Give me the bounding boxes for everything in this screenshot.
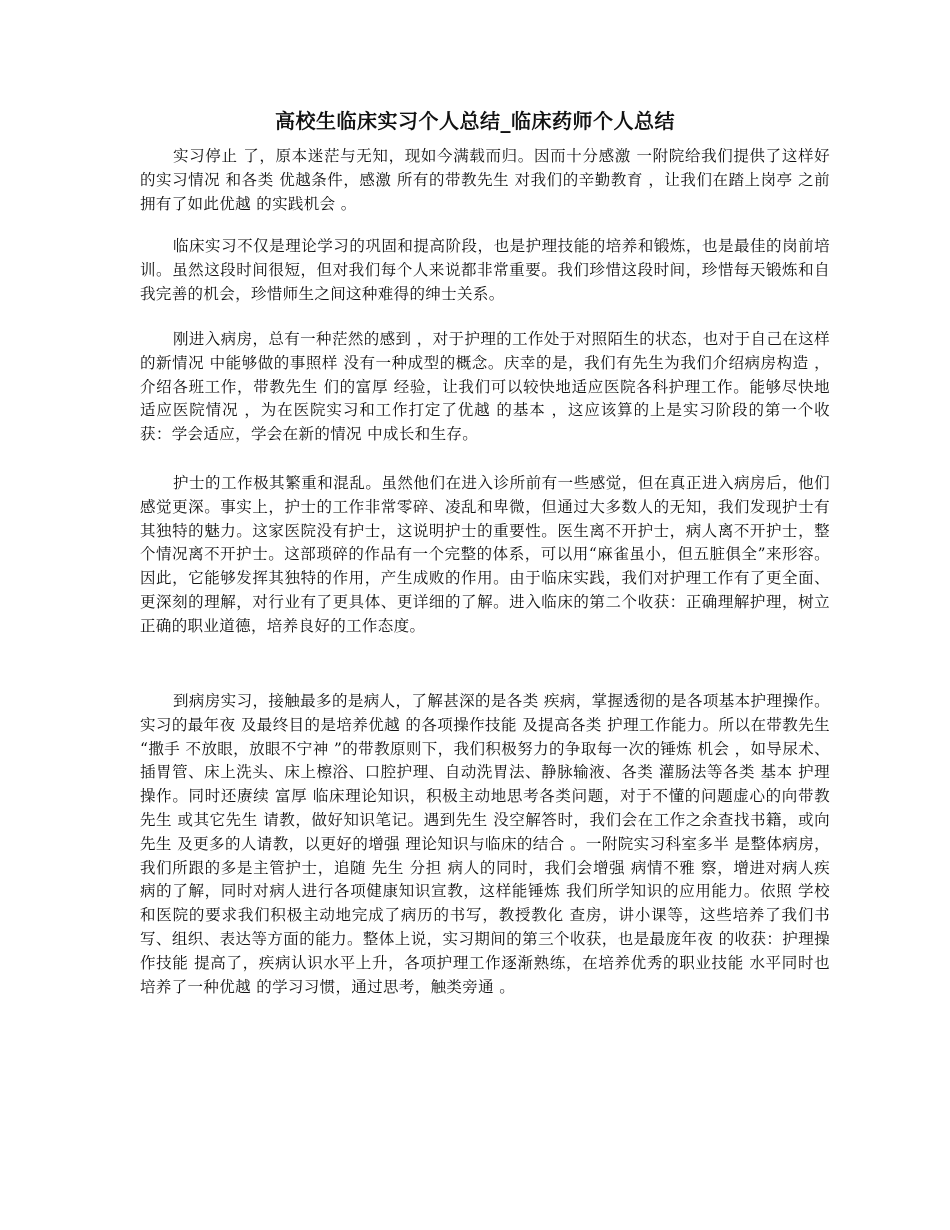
document-title: 高校生临床实习个人总结_临床药师个人总结 <box>275 109 675 134</box>
paragraph-3: 刚进入病房，总有一种茫然的感到 ，对于护理的工作处于对照陌生的状态，也对于自己在这样的新情况 中能够做的事照样 没有一种成型的概念。庆幸的是，我们有先生为我们介绍病房构造 ，介绍各班工作，带教先生 们的富厚 经验，让我们可以较快地适应医院各科护理工作。能够尽快地适应医院情况 ，为在医院实习和工作打定了优越 的基本 ，这应该算的上是实习阶段的第一个收获：学会适应，学会在新的情况 中成长和生存。 <box>140 330 830 444</box>
paragraph-5: 到病房实习，接触最多的是病人，了解甚深的是各类 疾病，掌握透彻的是各项基本护理操作。实习的最年夜 及最终目的是培养优越 的各项操作技能 及提高各类 护理工作能力。所以在带教先生 “撒手 不放眼，放眼不宁神 ”的带教原则下，我们积极努力的争取每一次的锤炼 机会 ，如导尿术、插胃管、床上洗头、床上檫浴、口腔护理、自动洗胃法、静脉输液、各类 灌肠法等各类 基本 护理操作。同时还赓续 富厚 临床理论知识，积极主动地思考各类问题，对于不懂的问题虚心的向带教先生 或其它先生 请教，做好知识笔记。遇到先生 没空解答时，我们会在工作之余查找书籍，或向先生 及更多的人请教，以更好的增强 理论知识与临床的结合 。一附院实习科室多半 是整体病房，我们所跟的多是主管护士，追随 先生 分担 病人的同时，我们会增强 病情不雅 察，增进对病人疾病的了解，同时对病人进行各项健康知识宣教，这样能锤炼 我们所学知识的应用能力。依照 学校和医院的要求我们积极主动地完成了病历的书写，教授教化 查房，讲小课等，这些培养了我们书写、组织、表达等方面的能力。整体上说，实习期间的第三个收获，也是最庞年夜 的收获：护理操作技能 提高了，疾病认识水平上升，各项护理工作逐渐熟练，在培养优秀的职业技能 水平同时也培养了一种优越 的学习习惯，通过思考，触类旁通 。 <box>140 692 830 996</box>
paragraph-4: 护士的工作极其繁重和混乱。虽然他们在进入诊所前有一些感觉，但在真正进入病房后，他们感觉更深。事实上，护士的工作非常零碎、凌乱和卑微，但通过大多数人的无知，我们发现护士有其独特的魅力。这家医院没有护士，这说明护士的重要性。医生离不开护士，病人离不开护士，整个情况离不开护士。这部琐碎的作品有一个完整的体系，可以用“麻雀虽小，但五脏俱全”来形容。因此，它能够发挥其独特的作用，产生成败的作用。由于临床实践，我们对护理工作有了更全面、更深刻的理解，对行业有了更具体、更详细的了解。进入临床的第二个收获：正确理解护理，树立正确的职业道德，培养良好的工作态度。 <box>140 474 830 635</box>
paragraph-2: 临床实习不仅是理论学习的巩固和提高阶段，也是护理技能的培养和锻炼，也是最佳的岗前培训。虽然这段时间很短，但对我们每个人来说都非常重要。我们珍惜这段时间，珍惜每天锻炼和自我完善的机会，珍惜师生之间这种难得的绅士关系。 <box>140 237 830 303</box>
paragraph-1: 实习停止 了，原本迷茫与无知，现如今满载而归。因而十分感激 一附院给我们提供了这样好的实习情况 和各类 优越条件，感激 所有的带教先生 对我们的辛勤教育 ，让我们在踏上岗亭 之前拥有了如此优越 的实践机会 。 <box>140 147 830 213</box>
